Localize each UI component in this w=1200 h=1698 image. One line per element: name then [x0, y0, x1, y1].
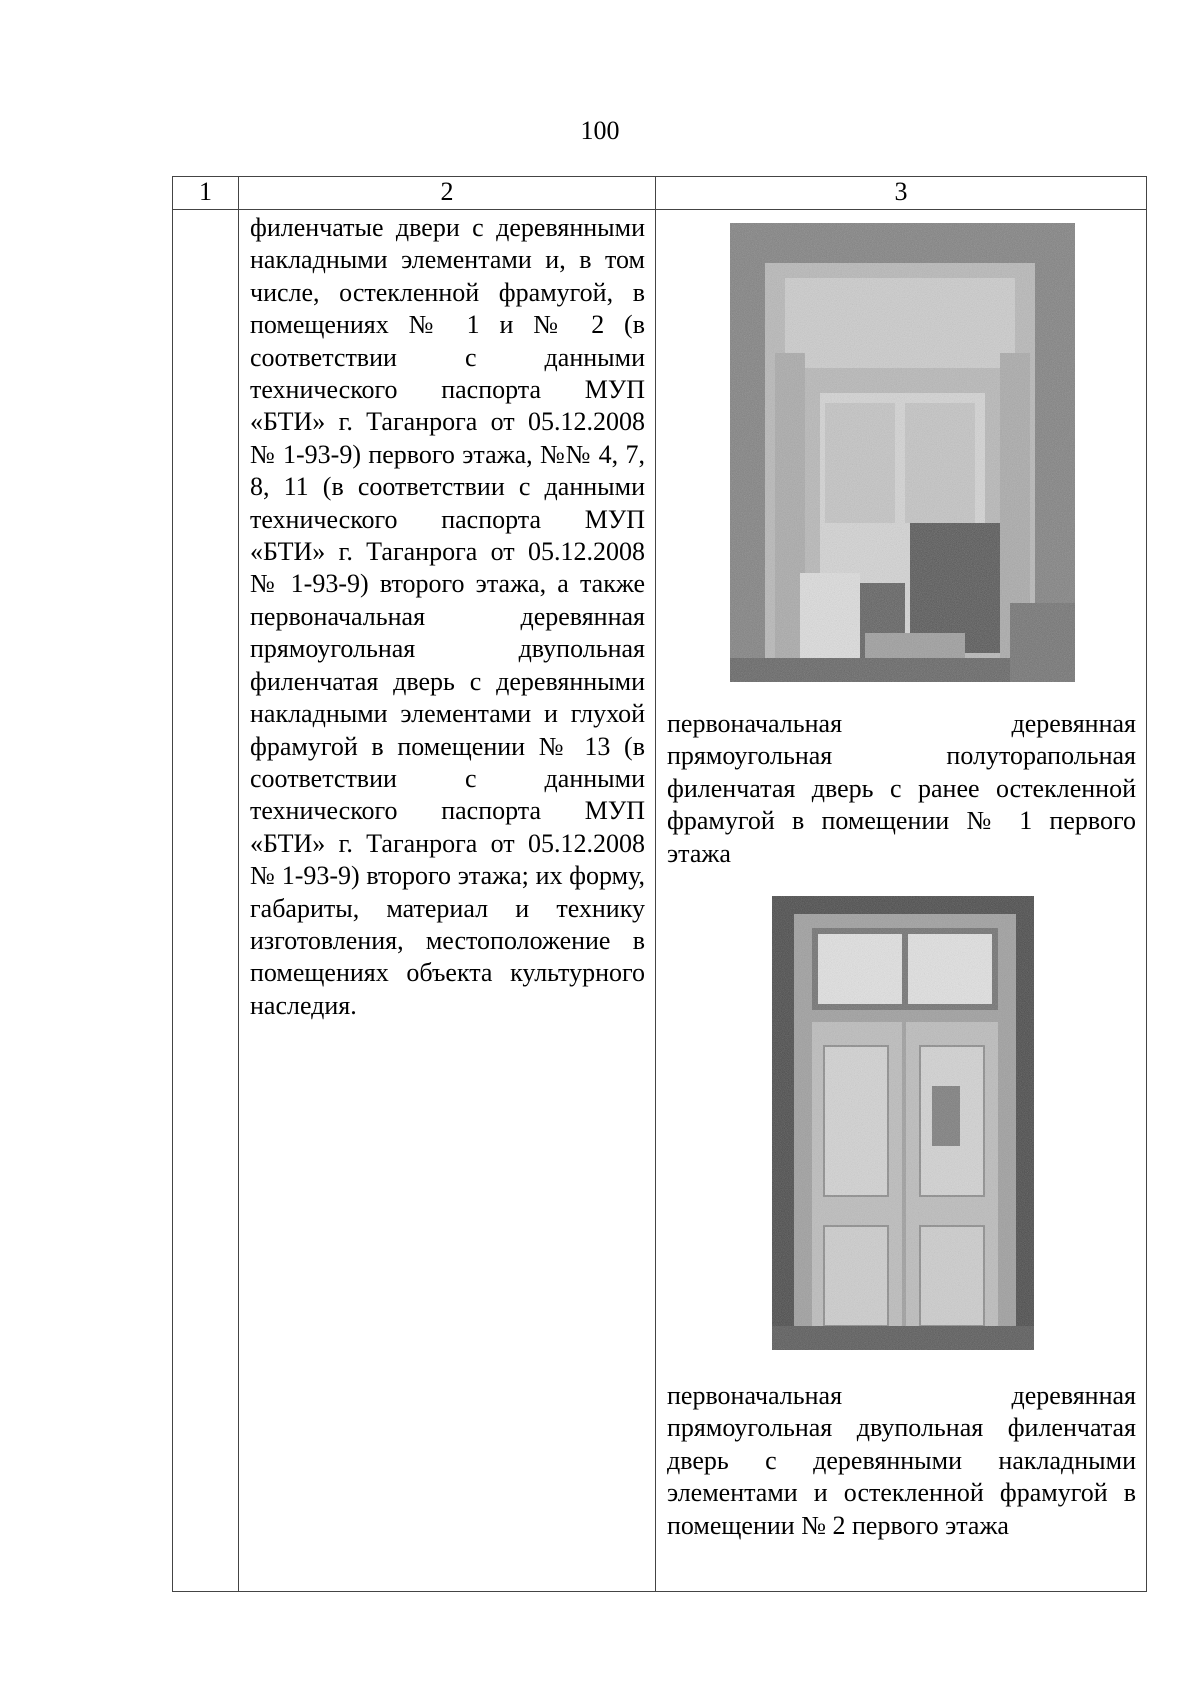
column-header-2: 2	[239, 177, 656, 210]
table-row	[173, 210, 1147, 1592]
column-header-1: 1	[173, 177, 239, 210]
photo-caption-1: первоначальная деревянная прямоугольная полуторапольная филенчатая дверь с ранее остекленной фрамугой в помещении № 1 первого этажа	[667, 709, 1136, 868]
table-header-row	[173, 177, 1147, 210]
door-photo-room-1	[730, 223, 1075, 682]
photo-caption-2: первоначальная деревянная прямоугольная двупольная филенчатая дверь с деревянными накладными элементами и остекленной фрамугой в помещении № 2 первого этажа	[667, 1381, 1136, 1540]
column-header-3: 3	[656, 177, 1147, 210]
heritage-elements-table	[172, 176, 1147, 1592]
description-text: филенчатые двери с деревянными накладными элементами и, в том числе, остекленной фрамугой, в помещениях № 1 и № 2 (в соответствии с данными технического паспорта МУП «БТИ» г. Таганрога от 05.12.2008 № 1-93-9) первого этажа, №№ 4, 7, 8, 11 (в соответствии с данными технического паспорта МУП «БТИ» г. Таганрога от 05.12.2008 № 1-93-9) второго этажа, а также первоначальная деревянная прямоугольная двупольная филенчатая дверь с деревянными накладными элементами и глухой фрамугой в помещении № 13 (в соответствии с данными технического паспорта МУП «БТИ» г. Таганрога от 05.12.2008 № 1-93-9) второго этажа; их форму, габариты, материал и технику изготовления, местоположение в помещениях объекта культурного наследия.	[250, 213, 645, 1020]
row-number-cell	[173, 210, 239, 1592]
description-cell	[239, 210, 656, 1592]
photo-cell	[656, 210, 1147, 1592]
page-number: 100	[580, 116, 620, 145]
door-photo-room-2	[772, 896, 1034, 1350]
